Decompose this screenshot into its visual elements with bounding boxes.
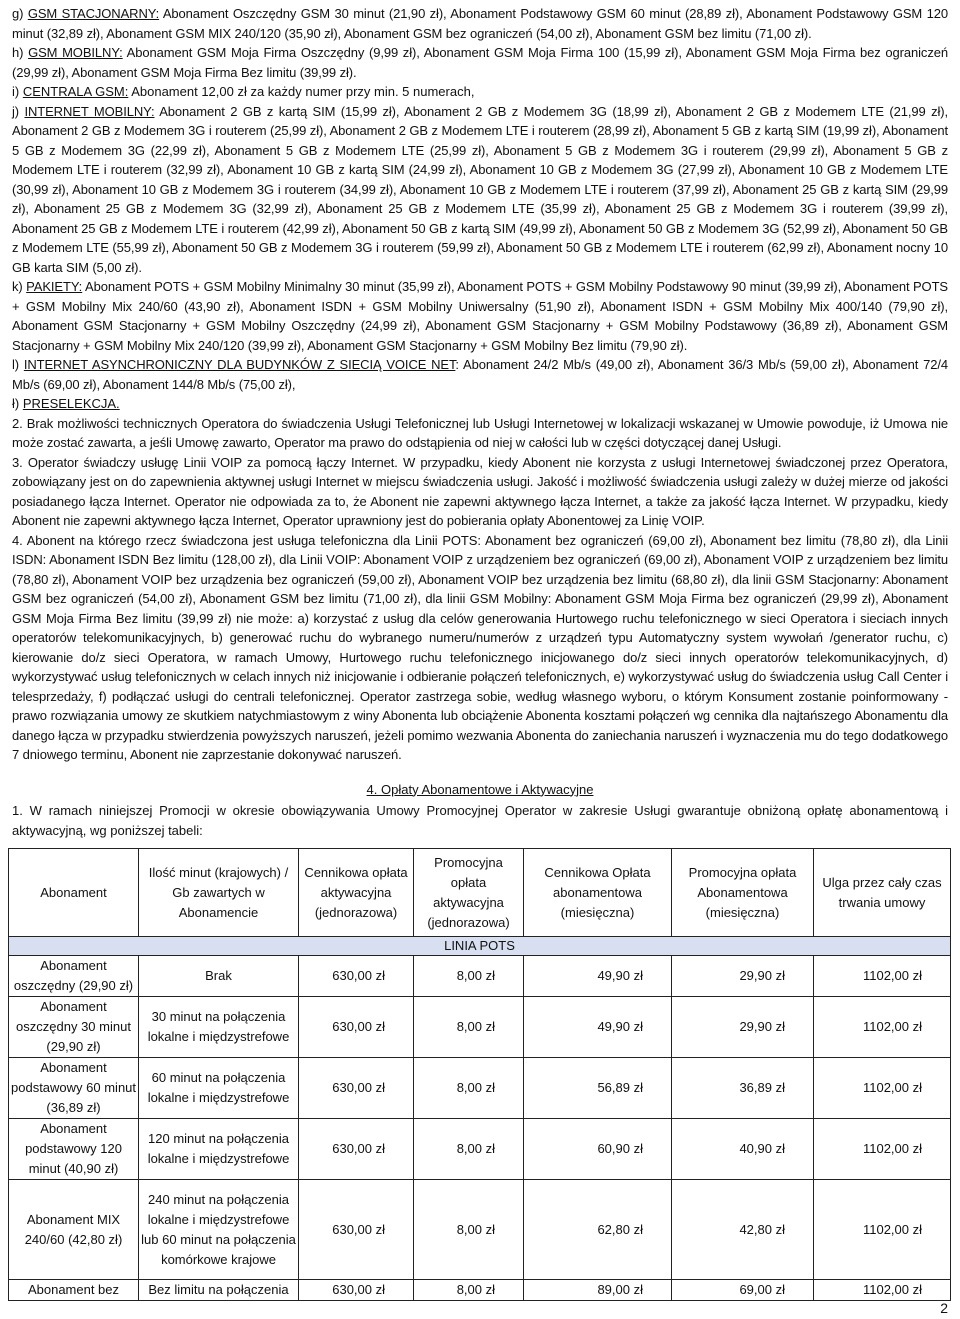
header-discount: Ulga przez cały czas trwania umowy — [814, 849, 951, 937]
cell-minutes: 240 minut na połączenia lokalne i międzystrefowe lub 60 minut na połączenia komórkowe krajowe — [139, 1180, 299, 1280]
cell-minutes: Bez limitu na połączenia — [139, 1280, 299, 1301]
header-activation-promo: Promocyjna opłata aktywacyjna (jednorazowa) — [414, 849, 524, 937]
cell-activation-promo: 8,00 zł — [414, 956, 524, 997]
paragraph-4: 4. Abonent na którego rzecz świadczona jest usługa telefoniczna dla Linii POTS: Abonament bez ograniczeń (69,00 zł), Abonament bez limitu (78,80 zł), dla Linii ISDN: Abonament ISDN Bez limitu (128,00 zł), dla Linii VOIP: Abonament VOIP z urządzeniem bez ograniczeń (69,00 zł), Abonament VOIP z urządzeniem bez limitu (78,80 zł), Abonament VOIP bez urządzenia bez ograniczeń (59,00 zł), Abonament VOIP bez urządzenia bez limitu (68,80 zł), dla linii GSM Stacjonarny: Abonament GSM bez ograniczeń (54,00 zł), Abonament GSM bez limitu (71,00 zł), dla linii GSM Mobilny: Abonament GSM Moja Firma bez ograniczeń (29,99 zł), Abonament GSM Moja Firma Bez limitu (39,99 zł) nie może: a) korzystać z usług dla celów generowania Hurtowego ruchu telefonicznego w sieci Operatora i sieciach innych operatorów telekomunikacyjnych, b) generować ruchu do wybranego numeru/numerów z urządzeń typu Automatyczny system wywołań /generator ruchu, c) kierowanie do/z sieci Operatora, w ramach Umowy, Hurtowego ruchu telefonicznego inicjowanego do/z sieci innych operatorów telekomunikacyjnych, d) wykorzystywać usług telefonicznych w celach innych niż inicjowanie i odbieranie połączeń telefonicznych, e) wykorzystywać usług do świadczenia usług Call Center i telesprzedaży, f) podłączać usługi do centrali telefonicznej. Operator zastrzega sobie, według własnego wyboru, o którym Konsument zostanie poinformowany - prawo rozwiązania umowy ze skutkiem natychmiastowym z winy Abonenta lub obciążenie Abonenta kosztami połączeń wg cennika dla najtańszego Abonamentu dla danego łącza w przypadku stwierdzenia powyższych naruszeń, jeżeli pomimo wezwania Abonenta do zaniechania naruszeń i wyznaczenia mu do tego dodatkowego 7 dniowego terminu, Abonent nie zaprzestanie dokonywać naruszeń. — [12, 532, 948, 762]
cell-minutes: 120 minut na połączenia lokalne i międzystrefowe — [139, 1119, 299, 1180]
label-centrala-gsm: CENTRALA GSM: — [22, 84, 129, 99]
cell-subscription-promo: 29,90 zł — [672, 997, 814, 1058]
cell-activation-promo: 8,00 zł — [414, 1119, 524, 1180]
paragraph-j: j) INTERNET MOBILNY: Abonament 2 GB z kartą SIM (15,99 zł), Abonament 2 GB z Modemem 3G (18,99 zł), Abonament 2 GB z Modemem LTE (21,99 zł), Abonament 2 GB z Modemem 3G i routerem (25,99 zł), Abonament 2 GB z Modemem LTE i routerem (28,99 zł), Abonament 5 GB z kartą SIM (19,99 zł), Abonament 5 GB z Modemem 3G (22,99 zł), Abonament 5 GB z Modemem LTE (25,99 zł), Abonament 5 GB z Modemem 3G i routerem (29,99 zł), Abonament 5 GB z Modemem LTE i routerem (32,99 zł), Abonament 10 GB z kartą SIM (24,99 zł), Abonament 10 GB z Modemem 3G (27,99 zł), Abonament 10 GB z Modemem LTE (30,99 zł), Abonament 10 GB z Modemem 3G i routerem (34,99 zł), Abonament 10 GB z Modemem LTE i routerem (37,99 zł), Abonament 25 GB z kartą SIM (29,99 zł), Abonament 25 GB z Modemem 3G (32,99 zł), Abonament 25 GB z Modemem LTE (35,99 zł), Abonament 25 GB z Modemem 3G i routerem (39,99 zł), Abonament 25 GB z Modemem LTE i routerem (42,99 zł), Abonament 50 GB z kartą SIM (49,99 zł), Abonament 50 GB z Modemem 3G (52,99 zł), Abonament 50 GB z Modemem LTE (55,99 zł), Abonament 50 GB z Modemem 3G i routerem (59,99 zł), Abonament 50 GB z Modemem LTE i routerem (62,99 zł), Abonament nocny 10 GB karta SIM (5,00 zł). — [12, 103, 948, 275]
cell-subscription-promo: 69,00 zł — [672, 1280, 814, 1301]
text-gsm-mobilny: Abonament GSM Moja Firma Oszczędny (9,99 zł), Abonament GSM Moja Firma 100 (15,99 zł), Abonament GSM Moja Firma bez ograniczeń (29,99 zł), Abonament GSM Moja Firma Bez limitu (39,99 zł). — [12, 45, 948, 80]
cell-activation-promo: 8,00 zł — [414, 1280, 524, 1301]
cell-activation-list: 630,00 zł — [299, 997, 414, 1058]
cell-abonament: Abonament oszczędny 30 minut (29,90 zł) — [9, 997, 139, 1058]
paragraph-h: h) GSM MOBILNY: Abonament GSM Moja Firma Oszczędny (9,99 zł), Abonament GSM Moja Firma 100 (15,99 zł), Abonament GSM Moja Firma bez ograniczeń (29,99 zł), Abonament GSM Moja Firma Bez limitu (39,99 zł). — [12, 45, 948, 80]
section-label-linia-pots: LINIA POTS — [9, 937, 951, 956]
table-row — [9, 1280, 951, 1301]
header-abonament: Abonament — [9, 849, 139, 937]
cell-abonament: Abonament oszczędny (29,90 zł) — [9, 956, 139, 997]
cell-activation-list: 630,00 zł — [299, 1180, 414, 1280]
header-activation-list: Cennikowa opłata aktywacyjna (jednorazowa) — [299, 849, 414, 937]
cell-subscription-list: 89,00 zł — [524, 1280, 672, 1301]
cell-discount: 1102,00 zł — [814, 997, 951, 1058]
cell-subscription-list: 49,90 zł — [524, 997, 672, 1058]
cell-discount: 1102,00 zł — [814, 956, 951, 997]
section-intro: 1. W ramach niniejszej Promocji w okresie obowiązywania Umowy Promocyjnej Operator w zakresie Usługi gwarantuje obniżoną opłatę abonamentową i aktywacyjną, wg poniższej tabeli: — [12, 803, 948, 838]
paragraph-l: l) INTERNET ASYNCHRONICZNY DLA BUDYNKÓW Z SIECIĄ VOICE NET: Abonament 24/2 Mb/s (49,00 zł), Abonament 36/3 Mb/s (59,00 zł), Abonament 72/4 Mb/s (69,00 zł), Abonament 144/8 Mb/s (75,00 zł), — [12, 357, 949, 392]
label-internet-mobilny: INTERNET MOBILNY: — [24, 103, 155, 119]
cell-activation-list: 630,00 zł — [299, 956, 414, 997]
cell-minutes: Brak — [139, 956, 299, 997]
fees-table — [8, 848, 951, 1301]
cell-activation-promo: 8,00 zł — [414, 1180, 524, 1280]
cell-abonament: Abonament MIX 240/60 (42,80 zł) — [9, 1180, 139, 1280]
paragraph-3: 3. Operator świadczy usługę Linii VOIP za pomocą łączy Internet. W przypadku, kiedy Abonent nie korzysta z usługi Internetowej świadczonej przez Operatora, zobowiązany jest on do zapewnienia aktywnej usługi Internet w miejscu świadczenia usługi. Jakość i możliwość świadczenia usługi zależy w dużej mierze od jakości posiadanego łącza Internet. Operator nie odpowiada za to, że Abonent nie zapewni aktywnego łącza Internet, a także za jakość łącza Internet. W przypadku, kiedy Abonent nie zapewni aktywnego łącza Internet, Operator uprawniony jest do pobierania opłaty Abonentowej za Linię VOIP. — [12, 454, 948, 528]
paragraph-2: 2. Brak możliwości technicznych Operatora do świadczenia Usługi Telefonicznej lub Usługi Internetowej w lokalizacji wskazanej w Umowie powoduje, iż Umowa nie może zostać zawarta, a jeśli Umowę zawarto, Operator ma prawo do odstąpienia od niej w całości lub w części dotyczącej danej Usługi. — [12, 415, 948, 450]
table-section-row — [9, 937, 951, 956]
table-row — [9, 1180, 951, 1280]
cell-abonament: Abonament podstawowy 120 minut (40,90 zł) — [9, 1119, 139, 1180]
header-subscription-promo: Promocyjna opłata Abonamentowa (miesięczna) — [672, 849, 814, 937]
table-header-row — [9, 849, 951, 937]
label-gsm-mobilny: GSM MOBILNY: — [28, 45, 123, 60]
cell-subscription-list: 62,80 zł — [524, 1180, 672, 1280]
cell-subscription-list: 60,90 zł — [524, 1119, 672, 1180]
paragraph-i: i) CENTRALA GSM: Abonament 12,00 zł za każdy numer przy min. 5 numerach, — [12, 84, 475, 99]
cell-discount: 1102,00 zł — [814, 1058, 951, 1119]
cell-activation-promo: 8,00 zł — [414, 997, 524, 1058]
cell-abonament: Abonament podstawowy 60 minut (36,89 zł) — [9, 1058, 139, 1119]
table-row — [9, 1119, 951, 1180]
body-text — [12, 4, 948, 840]
cell-minutes: 30 minut na połączenia lokalne i międzystrefowe — [139, 997, 299, 1058]
cell-discount: 1102,00 zł — [814, 1119, 951, 1180]
cell-subscription-promo: 42,80 zł — [672, 1180, 814, 1280]
cell-subscription-promo: 40,90 zł — [672, 1119, 814, 1180]
table-row — [9, 956, 951, 997]
text-internet-mobilny: Abonament 2 GB z kartą SIM (15,99 zł), Abonament 2 GB z Modemem 3G (18,99 zł), Abonament 2 GB z Modemem LTE (21,99 zł), Abonament 2 GB z Modemem 3G i routerem (25,99 zł), Abonament 2 GB z Modemem LTE i routerem (28,99 zł), Abonament 5 GB z kartą SIM (19,99 zł), Abonament 5 GB z Modemem 3G (22,99 zł), Abonament 5 GB z Modemem LTE (25,99 zł), Abonament 5 GB z Modemem 3G i routerem (29,99 zł), Abonament 5 GB z Modemem LTE i routerem (32,99 zł), Abonament 10 GB z kartą SIM (24,99 zł), Abonament 10 GB z Modemem 3G (27,99 zł), Abonament 10 GB z Modemem LTE (30,99 zł), Abonament 10 GB z Modemem 3G i routerem (34,99 zł), Abonament 10 GB z Modemem LTE i routerem (37,99 zł), Abonament 25 GB z kartą SIM (29,99 zł), Abonament 25 GB z Modemem 3G (32,99 zł), Abonament 25 GB z Modemem LTE (35,99 zł), Abonament 25 GB z Modemem 3G i routerem (39,99 zł), Abonament 25 GB z Modemem LTE i routerem (42,99 zł), Abonament 50 GB z kartą SIM (49,99 zł), Abonament 50 GB z Modemem 3G (52,99 zł), Abonament 50 GB z Modemem LTE (55,99 zł), Abonament 50 GB z Modemem 3G i routerem (59,99 zł), Abonament 50 GB z Modemem LTE i routerem (62,99 zł), Abonament nocny 10 GB karta SIM (5,00 zł). — [12, 103, 948, 275]
table-row — [9, 997, 951, 1058]
label-gsm-stacjonarny: GSM STACJONARNY: — [27, 6, 160, 21]
cell-subscription-promo: 36,89 zł — [672, 1058, 814, 1119]
cell-activation-list: 630,00 zł — [299, 1280, 414, 1301]
label-pakiety: PAKIETY: — [26, 279, 83, 294]
text-internet-asynchroniczny: : Abonament 24/2 Mb/s (49,00 zł), Abonament 36/3 Mb/s (59,00 zł), Abonament 72/4 Mb/s (69,00 zł), Abonament 144/8 Mb/s (75,00 zł), — [12, 357, 949, 392]
cell-abonament: Abonament bez — [9, 1280, 139, 1301]
paragraph-g: g) GSM STACJONARNY: Abonament Oszczędny GSM 30 minut (21,90 zł), Abonament Podstawowy GSM 60 minut (28,89 zł), Abonament Podstawowy GSM 120 minut (32,89 zł), Abonament GSM MIX 240/120 (35,90 zł), Abonament GSM bez ograniczeń (54,00 zł), Abonament GSM bez limitu (71,00 zł). — [12, 6, 948, 41]
header-subscription-list: Cennikowa Opłata abonamentowa (miesięczna) — [524, 849, 672, 937]
cell-subscription-list: 56,89 zł — [524, 1058, 672, 1119]
cell-activation-list: 630,00 zł — [299, 1119, 414, 1180]
label-internet-asynchroniczny: INTERNET ASYNCHRONICZNY DLA BUDYNKÓW Z SIECIĄ VOICE NET — [23, 357, 456, 372]
table-row — [9, 1058, 951, 1119]
cell-discount: 1102,00 zł — [814, 1280, 951, 1301]
section-heading: 4. Opłaty Abonamentowe i Aktywacyjne — [366, 781, 594, 797]
cell-subscription-list: 49,90 zł — [524, 956, 672, 997]
cell-activation-list: 630,00 zł — [299, 1058, 414, 1119]
page-number: 2 — [940, 1300, 948, 1316]
text-pakiety: Abonament POTS + GSM Mobilny Minimalny 30 minut (35,99 zł), Abonament POTS + GSM Mobilny Podstawowy 90 minut (39,99 zł), Abonament POTS + GSM Mobilny Mix 240/60 (43,90 zł), Abonament ISDN + GSM Mobilny Uniwersalny (51,90 zł), Abonament ISDN + GSM Mobilny Mix 400/140 (79,90 zł), Abonament GSM Stacjonarny + GSM Mobilny Oszczędny (24,99 zł), Abonament GSM Stacjonarny + GSM Mobilny Podstawowy (36,89 zł), Abonament GSM Stacjonarny + GSM Mobilny Mix 240/120 (39,99 zł), Abonament GSM Stacjonarny + GSM Mobilny Bez limitu (79,90 zł). — [12, 279, 948, 353]
paragraph-preselekcja: ł) PRESELEKCJA. — [12, 396, 120, 411]
cell-subscription-promo: 29,90 zł — [672, 956, 814, 997]
cell-minutes: 60 minut na połączenia lokalne i międzystrefowe — [139, 1058, 299, 1119]
text-gsm-stacjonarny: Abonament Oszczędny GSM 30 minut (21,90 zł), Abonament Podstawowy GSM 60 minut (28,89 zł), Abonament Podstawowy GSM 120 minut (32,89 zł), Abonament GSM MIX 240/120 (35,90 zł), Abonament GSM bez ograniczeń (54,00 zł), Abonament GSM bez limitu (71,00 zł). — [12, 6, 948, 41]
paragraph-k: k) PAKIETY: Abonament POTS + GSM Mobilny Minimalny 30 minut (35,99 zł), Abonament POTS + GSM Mobilny Podstawowy 90 minut (39,99 zł), Abonament POTS + GSM Mobilny Mix 240/60 (43,90 zł), Abonament ISDN + GSM Mobilny Uniwersalny (51,90 zł), Abonament ISDN + GSM Mobilny Mix 400/140 (79,90 zł), Abonament GSM Stacjonarny + GSM Mobilny Oszczędny (24,99 zł), Abonament GSM Stacjonarny + GSM Mobilny Podstawowy (36,89 zł), Abonament GSM Stacjonarny + GSM Mobilny Mix 240/120 (39,99 zł), Abonament GSM Stacjonarny + GSM Mobilny Bez limitu (79,90 zł). — [12, 279, 948, 353]
text-centrala-gsm: Abonament 12,00 zł za każdy numer przy min. 5 numerach, — [131, 84, 475, 99]
label-preselekcja: PRESELEKCJA. — [22, 396, 120, 411]
cell-discount: 1102,00 zł — [814, 1180, 951, 1280]
header-minutes: Ilość minut (krajowych) / Gb zawartych w Abonamencie — [139, 849, 299, 937]
cell-activation-promo: 8,00 zł — [414, 1058, 524, 1119]
